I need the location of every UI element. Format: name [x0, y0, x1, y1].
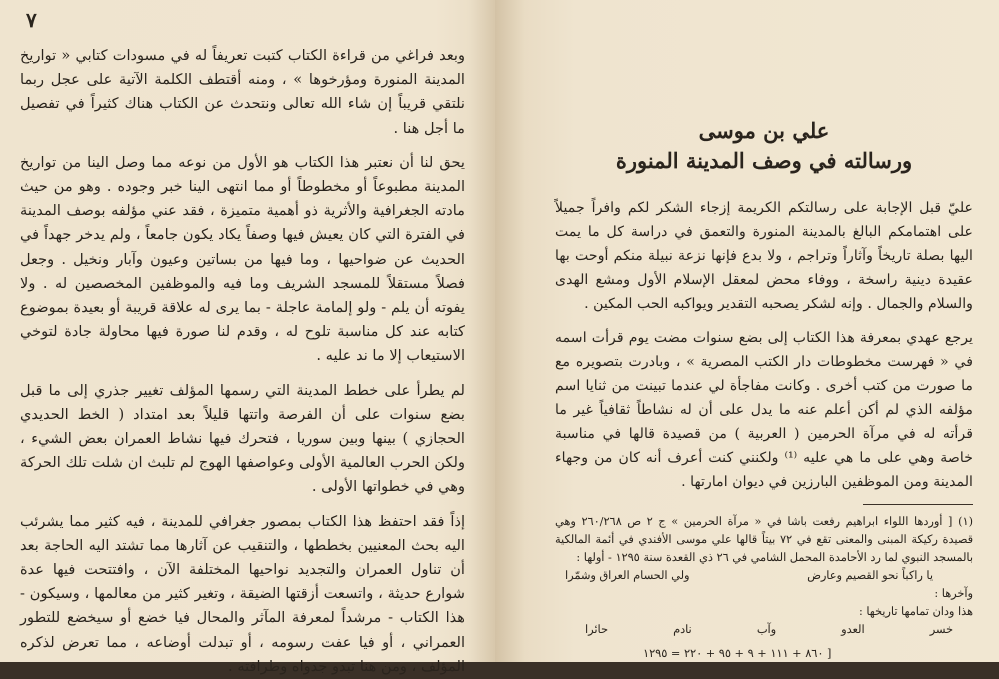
chapter-title	[555, 116, 973, 176]
page-number: ٧	[26, 8, 37, 32]
verse-hemistich-second: ولي الحسام العراق وشمّرا	[565, 569, 690, 582]
paragraph-conclusion: إذاً فقد احتفظ هذا الكتاب بمصور جغرافي للمدينة ، فيه كثير مما يشرئب اليه بحث المعنيين بخططها ، والتنقيب عن آثارها مما تشتد اليه الحاجة بعد أن تناول العمران والتجديد نواحيها المختلفة الآن ، وافتتحت فيها عدة شوارع حديثة ، واتسعت أزقتها الضيقة ، وتغير كثير من معالمها ، وسيكون - هذا الكتاب - مرشداً لمعرفة المآثر والمحال فيا خضع أو سيخضع للتطور العمراني ، أو فيا عفت رسومه ، أو تبدلت أوضاعه ، مما تعرض لذكره المؤلف ، ومن هنا تبدو جدواه وطرافته .	[20, 512, 465, 675]
calc-word: خسر	[929, 623, 953, 636]
title-subject: ورسالته في وصف المدينة المنورة	[615, 148, 913, 173]
calc-word: نادم	[673, 623, 692, 636]
footnote-last-text: هذا ودان تمامها تاريخها :	[858, 605, 973, 618]
footnote-verse	[555, 567, 973, 585]
date-calc-sum: ٨٦٠ + ١١١ + ٩ + ٩٥ + ٢٢٠ = ١٢٩٥ ]	[643, 647, 832, 660]
title-author: علي بن موسى	[698, 118, 830, 143]
left-page	[0, 0, 495, 675]
paragraph-thanks: عليّ قبل الإجابة على رسالتكم الكريمة إزجاء الشكر لكم وافراً جميلاً على اهتمامكم البالغ بالمدينة المنورة والتعمق في دراسة كل ما يمت اليها بصلة تاريخاً وآثاراً وتراجم ، ولا بدع فإنها نزعة نبيلة منكم أوحت بها عقيدة دينية راسخة ، ووفاء محض لمعقل الإسلام الأول ومشع الهدى والسلام والجمال . وإنه لشكر يصحبه التقدير ويواكبه الحب المكين .	[555, 200, 973, 312]
paragraph-discovery: يرجع عهدي بمعرفة هذا الكتاب إلى بضع سنوات مضت يوم قرأت اسمه في « فهرست مخطوطات دار الكتب المصرية » ، وبادرت بتصويره مع ما صورت من كتب أخرى . وكانت مفاجأة لي عندما تبينت من ثنايا اسم مؤلفه الذي لم أكن أعلم عنه ما يدل على أن له نشاطاً ثقافياً غير ما قرأته له في مرآة الحرمين ( العربية ) من قصيدة قالها في مناسبة خاصة وهي على ما هي عليه ⁽¹⁾ ولكنني كنت أعرف أنه كان من وجهاء المدينة ومن الموظفين البارزين في ديوان امارتها .	[555, 330, 973, 490]
footnote-last-label: وآخرها :	[934, 587, 973, 600]
calc-word: وآب	[756, 623, 777, 636]
footnote-divider	[863, 504, 973, 505]
calc-word: حائرا	[585, 623, 608, 636]
calc-word: العدو	[841, 623, 865, 636]
paragraph-intro: وبعد فراغي من قراءة الكتاب كتبت تعريفاً له في مسودات كتابي « تواريخ المدينة المنورة ومؤرخوها » ، ومنه أقتطف الكلمة الآتية على عجل ربما نلتقي قريباً إن شاء الله تعالى ونتحدث عن الكتاب هناك كثيراً في تفصيل ما أجل هنا .	[20, 47, 465, 137]
paragraph-importance: يحق لنا أن نعتبر هذا الكتاب هو الأول من نوعه مما وصل الينا من تواريخ المدينة مطبوعاً أو مخطوطاً أو مما انتهى الينا خبر وجوده . وهو من حيث مادته الجغرافية والأثرية ذو أهمية متميزة ، فقد عني مؤلفه بوصف المدينة في الفترة التي كان يعيش فيها وصفاً يكاد يكون جامعاً ، ولم يدخر جهداً في الحديث عن ضواحيها ، وما فيها من بساتين وعيون وآبار ونخيل . وجعل فصلاً مستقلاً للمسجد الشريف وما فيه والموظفين المخصصين له . ولا يفوته أن يلم - ولو إلمامة عاجلة - بما يرى له علاقة قريبة أو بعيدة بموضوع كتابه عند كل مناسبة تلوح له ، وقدم لنا صورة فيها محاولة جادة لتوخي الاستيعاب إلا ما ند عليه .	[20, 153, 465, 365]
right-page	[495, 0, 999, 662]
footnote-text: (١) [ أوردها اللواء ابراهيم رفعت باشا في « مرآة الحرمين » ج ٢ ص ٢٦٠/٢٦٨ وهي قصيدة ركيكة المبنى والمعنى تقع في ٧٢ بيتاً قالها علي موسى الأفندي في أئمة المالكية بالمسجد النبوي لما رد الأحامدة المحمل الشامي في ٢٦ ذي القعدة سنة ١٢٩٥ - أولها :	[555, 515, 974, 564]
paragraph-plans: لم يطرأ على خطط المدينة التي رسمها المؤلف تغيير جذري إلى ما قبل بضع سنوات على أن الفرصة واتتها قليلاً بعد امتداد ( الخط الحديدي الحجازي ) بينها وبين سوريا ، فتحرك فيها نشاط العمران بعض الشيء ، ولكن الحرب العالمية الأولى وعواصفها الهوج لم تلبث ان شلت تلك الحركة وهي في خطواتها الأولى .	[20, 381, 465, 496]
date-calc-words	[555, 621, 973, 639]
verse-hemistich-first: يا راكباً نحو القصيم وعارض	[807, 569, 933, 582]
